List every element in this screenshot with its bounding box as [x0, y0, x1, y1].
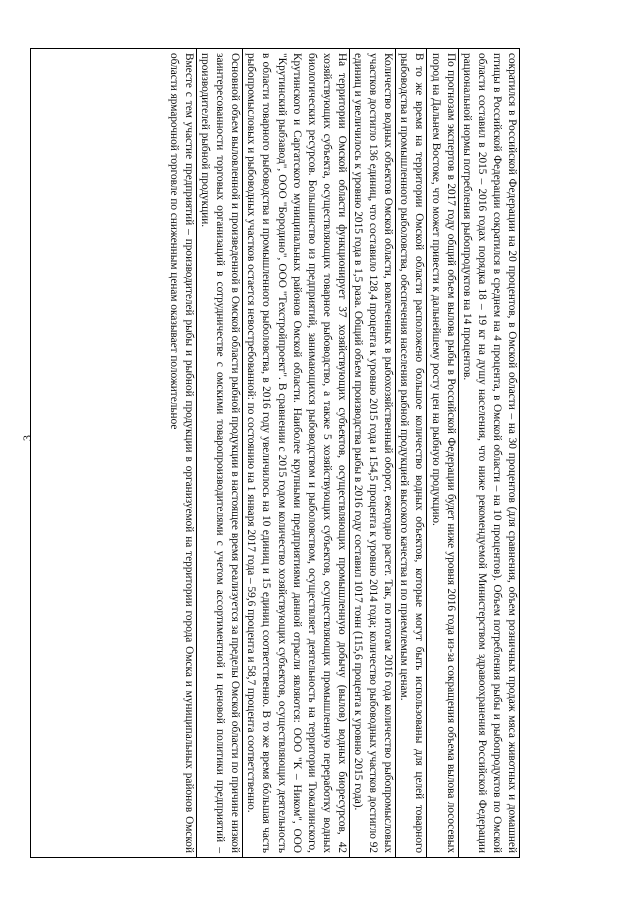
paragraph-forecast: По прогнозам экспертов в 2017 году общий объем вылова рыбы в Российской Федерации будет ниже уровня 2016 года из-за сокращения объема вылова лососевых пород на Дальнем Востоке, что может привести к дальнейшему росту цен на рыбную продукцию. [426, 49, 457, 857]
paragraph-fishing-sites: Количество водных объектов Омской области, вовлеченных в рыбохозяйственный оборот, ежегодно растет. Так, по итогам 2016 года количество рыбопромысловых участков достигло 136 единиц, что составило 128,4 процента к уровню 2015 года и 154,5 процента к уровню 2014 года; количество рыбоводных участков достигло 92 единиц и увеличилось к уровню 2015 года в 1,5 раза. Общий объем производства рыбы в 2016 году составил 1017 тонн (115,6 процента к уровню 2015 года). [349, 49, 395, 857]
paragraph-fair-trade: Вместе с тем участие предприятий – производителей рыбы и рыбной продукции в организуемой на территории города Омска и муниципальных районов Омской области ярмарочной торговле по сниженным ценам оказывает положительное [167, 53, 196, 853]
document-body [30, 48, 520, 858]
paragraph-enterprises: На территории Омской области функционирует 37 хозяйствующих субъектов, осуществляющих промышленную добычу (вылов) водных биоресурсов, 42 хозяйствующих субъекта, осуществляющих товарное рыбоводство, а также 5 хозяйствующих субъектов, осуществляющих промышленную переработку водных биологических ресурсов. Большинство из предприятий, занимающихся рыбоводством и рыболовством, осуществляет деятельность на территории Тюкалинского, Крутинского и Саргатского муниципальных районов Омской области. Наиболее крупными предприятиями данной отрасли являются: ООО "К – Ником", ООО "Крутинский рыбзавод", ООО "Бородино", ООО "Техстройпроект". В сравнении с 2015 годом количество хозяйствующих субъектов, осуществляющих деятельность в области товарного рыбоводства и промышленного рыболовства, в 2016 году увеличилось на 10 единиц и 15 единиц соответственно. В то же время бóльшая часть рыбопромысловых и рыбоводных участков остается невостребованной: по состоянию на 1 января 2017 года – 59,6 процента и 58,7 процента соответственно. [242, 49, 349, 857]
paragraph-retail-decline: сократился в Российской Федерации на 20 процентов, в Омской области – на 30 процентов (для сравнения, объем розничных продаж мяса животных и домашней птицы в Российской Федерации сократился в среднем на 4 процента, в Омской области – на 10 процентов). Объем потребления рыбы и рыбопродуктов по Омской области составил в 2015 – 2016 годах порядка 18 – 19 кг на душу населения, что ниже рекомендуемой Министерством здравоохранения Российской Федерации рациональной нормы потребления рыбопродуктов на 14 процентов. [458, 49, 519, 857]
paragraph-water-objects: В то же время на территории Омской области расположено большое количество водных объектов, которые могут быть использованы для целей товарного рыбоводства и промышленного рыболовства, обеспечения населения рыбной продукцией высокого качества и по приемлемым ценам. [395, 49, 426, 857]
paragraph-sales: Основной объем выловленной и произведенной в Омской области рыбной продукции в настоящее время реализуется за пределы Омской области по причине низкой заинтересованности торговых организаций в сотрудничестве с омскими товаропроизводителями с учетом ассортиментной и ценовой политики предприятий – производителей рыбной продукции. [196, 49, 242, 857]
page-number: 3 [20, 435, 34, 441]
